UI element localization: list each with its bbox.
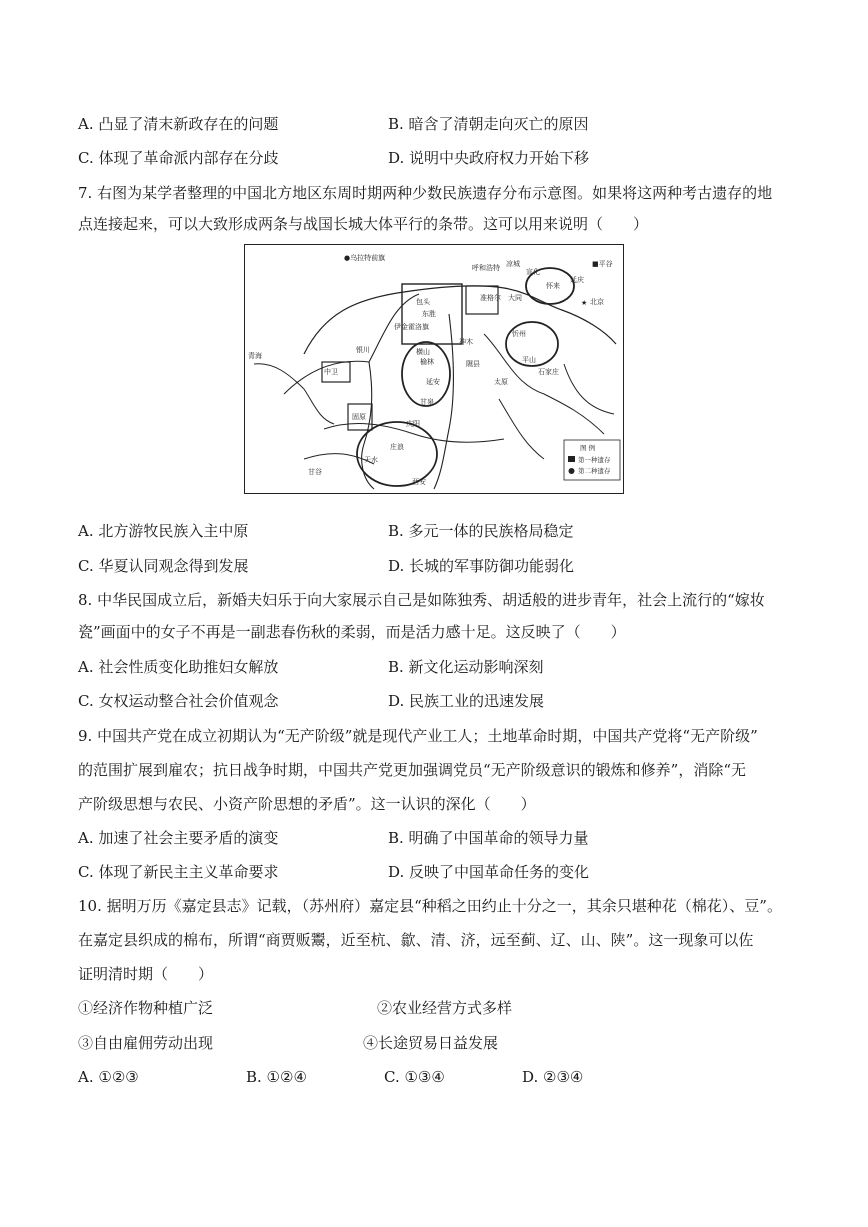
svg-text:延庆: 延庆 xyxy=(570,276,584,284)
q10-item-4: ④长途贸易日益发展 xyxy=(363,1034,499,1052)
svg-text:神木: 神木 xyxy=(459,338,473,346)
q6-option-d[interactable]: D. 说明中央政府权力开始下移 xyxy=(388,149,590,167)
q8-option-c[interactable]: C. 女权运动整合社会价值观念 xyxy=(78,692,279,710)
q9-stem-line2: 的范围扩展到雇农；抗日战争时期，中国共产党更加强调党员“无产阶级意识的锻炼和修养”，消除“无 xyxy=(78,761,747,779)
svg-text:★: ★ xyxy=(581,299,588,307)
svg-text:银川: 银川 xyxy=(356,346,370,354)
svg-text:庄浪: 庄浪 xyxy=(390,443,404,451)
q10-option-b[interactable]: B. ①②④ xyxy=(246,1068,307,1086)
q6-option-b[interactable]: B. 暗含了清朝走向灭亡的原因 xyxy=(388,115,589,133)
svg-text:怀来: 怀来 xyxy=(546,282,560,290)
q10-stem-line2: 在嘉定县织成的棉布，所谓“商贾贩鬻，近至杭、歙、清、济，远至蓟、辽、山、陕”。这一现象可以佐 xyxy=(78,931,754,949)
q7-stem-line1: 7. 右图为某学者整理的中国北方地区东周时期两种少数民族遗存分布示意图。如果将这两种考古遗存的地 xyxy=(78,184,773,202)
svg-text:■平谷: ■平谷 xyxy=(592,260,613,268)
svg-text:甘泉: 甘泉 xyxy=(420,398,434,406)
svg-text:石家庄: 石家庄 xyxy=(538,368,559,376)
q9-option-a[interactable]: A. 加速了社会主要矛盾的演变 xyxy=(78,829,279,847)
svg-text:太原: 太原 xyxy=(494,378,508,386)
svg-text:中卫: 中卫 xyxy=(324,368,338,376)
svg-text:天水: 天水 xyxy=(364,456,378,464)
svg-text:伊金霍洛旗: 伊金霍洛旗 xyxy=(394,323,429,331)
q10-stem-line1: 10. 据明万历《嘉定县志》记载，（苏州府）嘉定县“种稻之田约止十分之一，其余只堪种花（棉花）、豆”。 xyxy=(78,897,782,915)
q10-option-c[interactable]: C. ①③④ xyxy=(384,1068,445,1086)
q9-stem-line1: 9. 中国共产党在成立初期认为“无产阶级”就是现代产业工人；土地革命时期，中国共产党将“无产阶级” xyxy=(78,727,758,745)
svg-text:青海: 青海 xyxy=(248,352,262,360)
svg-text:准格尔: 准格尔 xyxy=(480,294,501,302)
q8-option-d[interactable]: D. 民族工业的迅速发展 xyxy=(388,692,545,710)
q10-item-1: ①经济作物种植广泛 xyxy=(78,999,214,1017)
q10-item-2: ②农业经营方式多样 xyxy=(377,999,513,1017)
q8-stem-line1: 8. 中华民国成立后，新婚夫妇乐于向大家展示自己是如陈独秀、胡适般的进步青年，社会上流行的“嫁妆 xyxy=(78,591,765,609)
q7-option-c[interactable]: C. 华夏认同观念得到发展 xyxy=(78,557,249,575)
svg-text:西安: 西安 xyxy=(412,478,426,486)
svg-text:忻州: 忻州 xyxy=(512,330,526,338)
map-legend xyxy=(564,440,620,480)
svg-text:榆林: 榆林 xyxy=(420,358,434,366)
q9-option-b[interactable]: B. 明确了中国革命的领导力量 xyxy=(388,829,589,847)
q7-distribution-map xyxy=(244,244,624,494)
svg-text:凉城: 凉城 xyxy=(506,260,520,268)
svg-text:大同: 大同 xyxy=(508,294,522,302)
svg-text:北京: 北京 xyxy=(590,298,604,306)
svg-text:隰县: 隰县 xyxy=(466,360,480,368)
q8-stem-line2: 瓷”画面中的女子不再是一副悲春伤秋的柔弱，而是活力感十足。这反映了（ ） xyxy=(78,623,626,641)
q6-option-a[interactable]: A. 凸显了清末新政存在的问题 xyxy=(78,115,279,133)
svg-text:固原: 固原 xyxy=(352,413,366,421)
q6-option-c[interactable]: C. 体现了革命派内部存在分歧 xyxy=(78,149,279,167)
q7-stem-line2: 点连接起来，可以大致形成两条与战国长城大体平行的条带。这可以用来说明（ ） xyxy=(78,215,649,233)
svg-text:横山: 横山 xyxy=(416,348,430,356)
q8-option-a[interactable]: A. 社会性质变化助推妇女解放 xyxy=(78,658,279,676)
q10-item-3: ③自由雇佣劳动出现 xyxy=(78,1034,214,1052)
q10-option-a[interactable]: A. ①②③ xyxy=(78,1068,139,1086)
svg-text:平山: 平山 xyxy=(522,356,536,364)
svg-text:图 例: 图 例 xyxy=(580,444,596,452)
svg-text:东胜: 东胜 xyxy=(422,310,436,318)
q10-option-d[interactable]: D. ②③④ xyxy=(522,1068,584,1086)
map-label-wulate: ●乌拉特前旗 xyxy=(344,254,386,262)
q7-option-a[interactable]: A. 北方游牧民族入主中原 xyxy=(78,522,249,540)
q9-option-d[interactable]: D. 反映了中国革命任务的变化 xyxy=(388,863,590,881)
svg-text:延安: 延安 xyxy=(426,378,440,386)
svg-text:第二种遗存: 第二种遗存 xyxy=(578,467,611,475)
q9-option-c[interactable]: C. 体现了新民主主义革命要求 xyxy=(78,863,279,881)
svg-text:宣化: 宣化 xyxy=(526,268,540,276)
q7-option-b[interactable]: B. 多元一体的民族格局稳定 xyxy=(388,522,574,540)
svg-text:甘谷: 甘谷 xyxy=(308,468,322,476)
q7-option-d[interactable]: D. 长城的军事防御功能弱化 xyxy=(388,557,575,575)
q8-option-b[interactable]: B. 新文化运动影响深刻 xyxy=(388,658,544,676)
svg-text:呼和浩特: 呼和浩特 xyxy=(472,264,500,272)
q10-stem-line3: 证明清时期（ ） xyxy=(78,965,214,983)
q9-stem-line3: 产阶级思想与农民、小资产阶思想的矛盾”。这一认识的深化（ ） xyxy=(78,795,536,813)
svg-text:庆阳: 庆阳 xyxy=(406,420,420,428)
svg-text:第一种遗存: 第一种遗存 xyxy=(578,456,611,464)
svg-text:包头: 包头 xyxy=(416,298,430,306)
